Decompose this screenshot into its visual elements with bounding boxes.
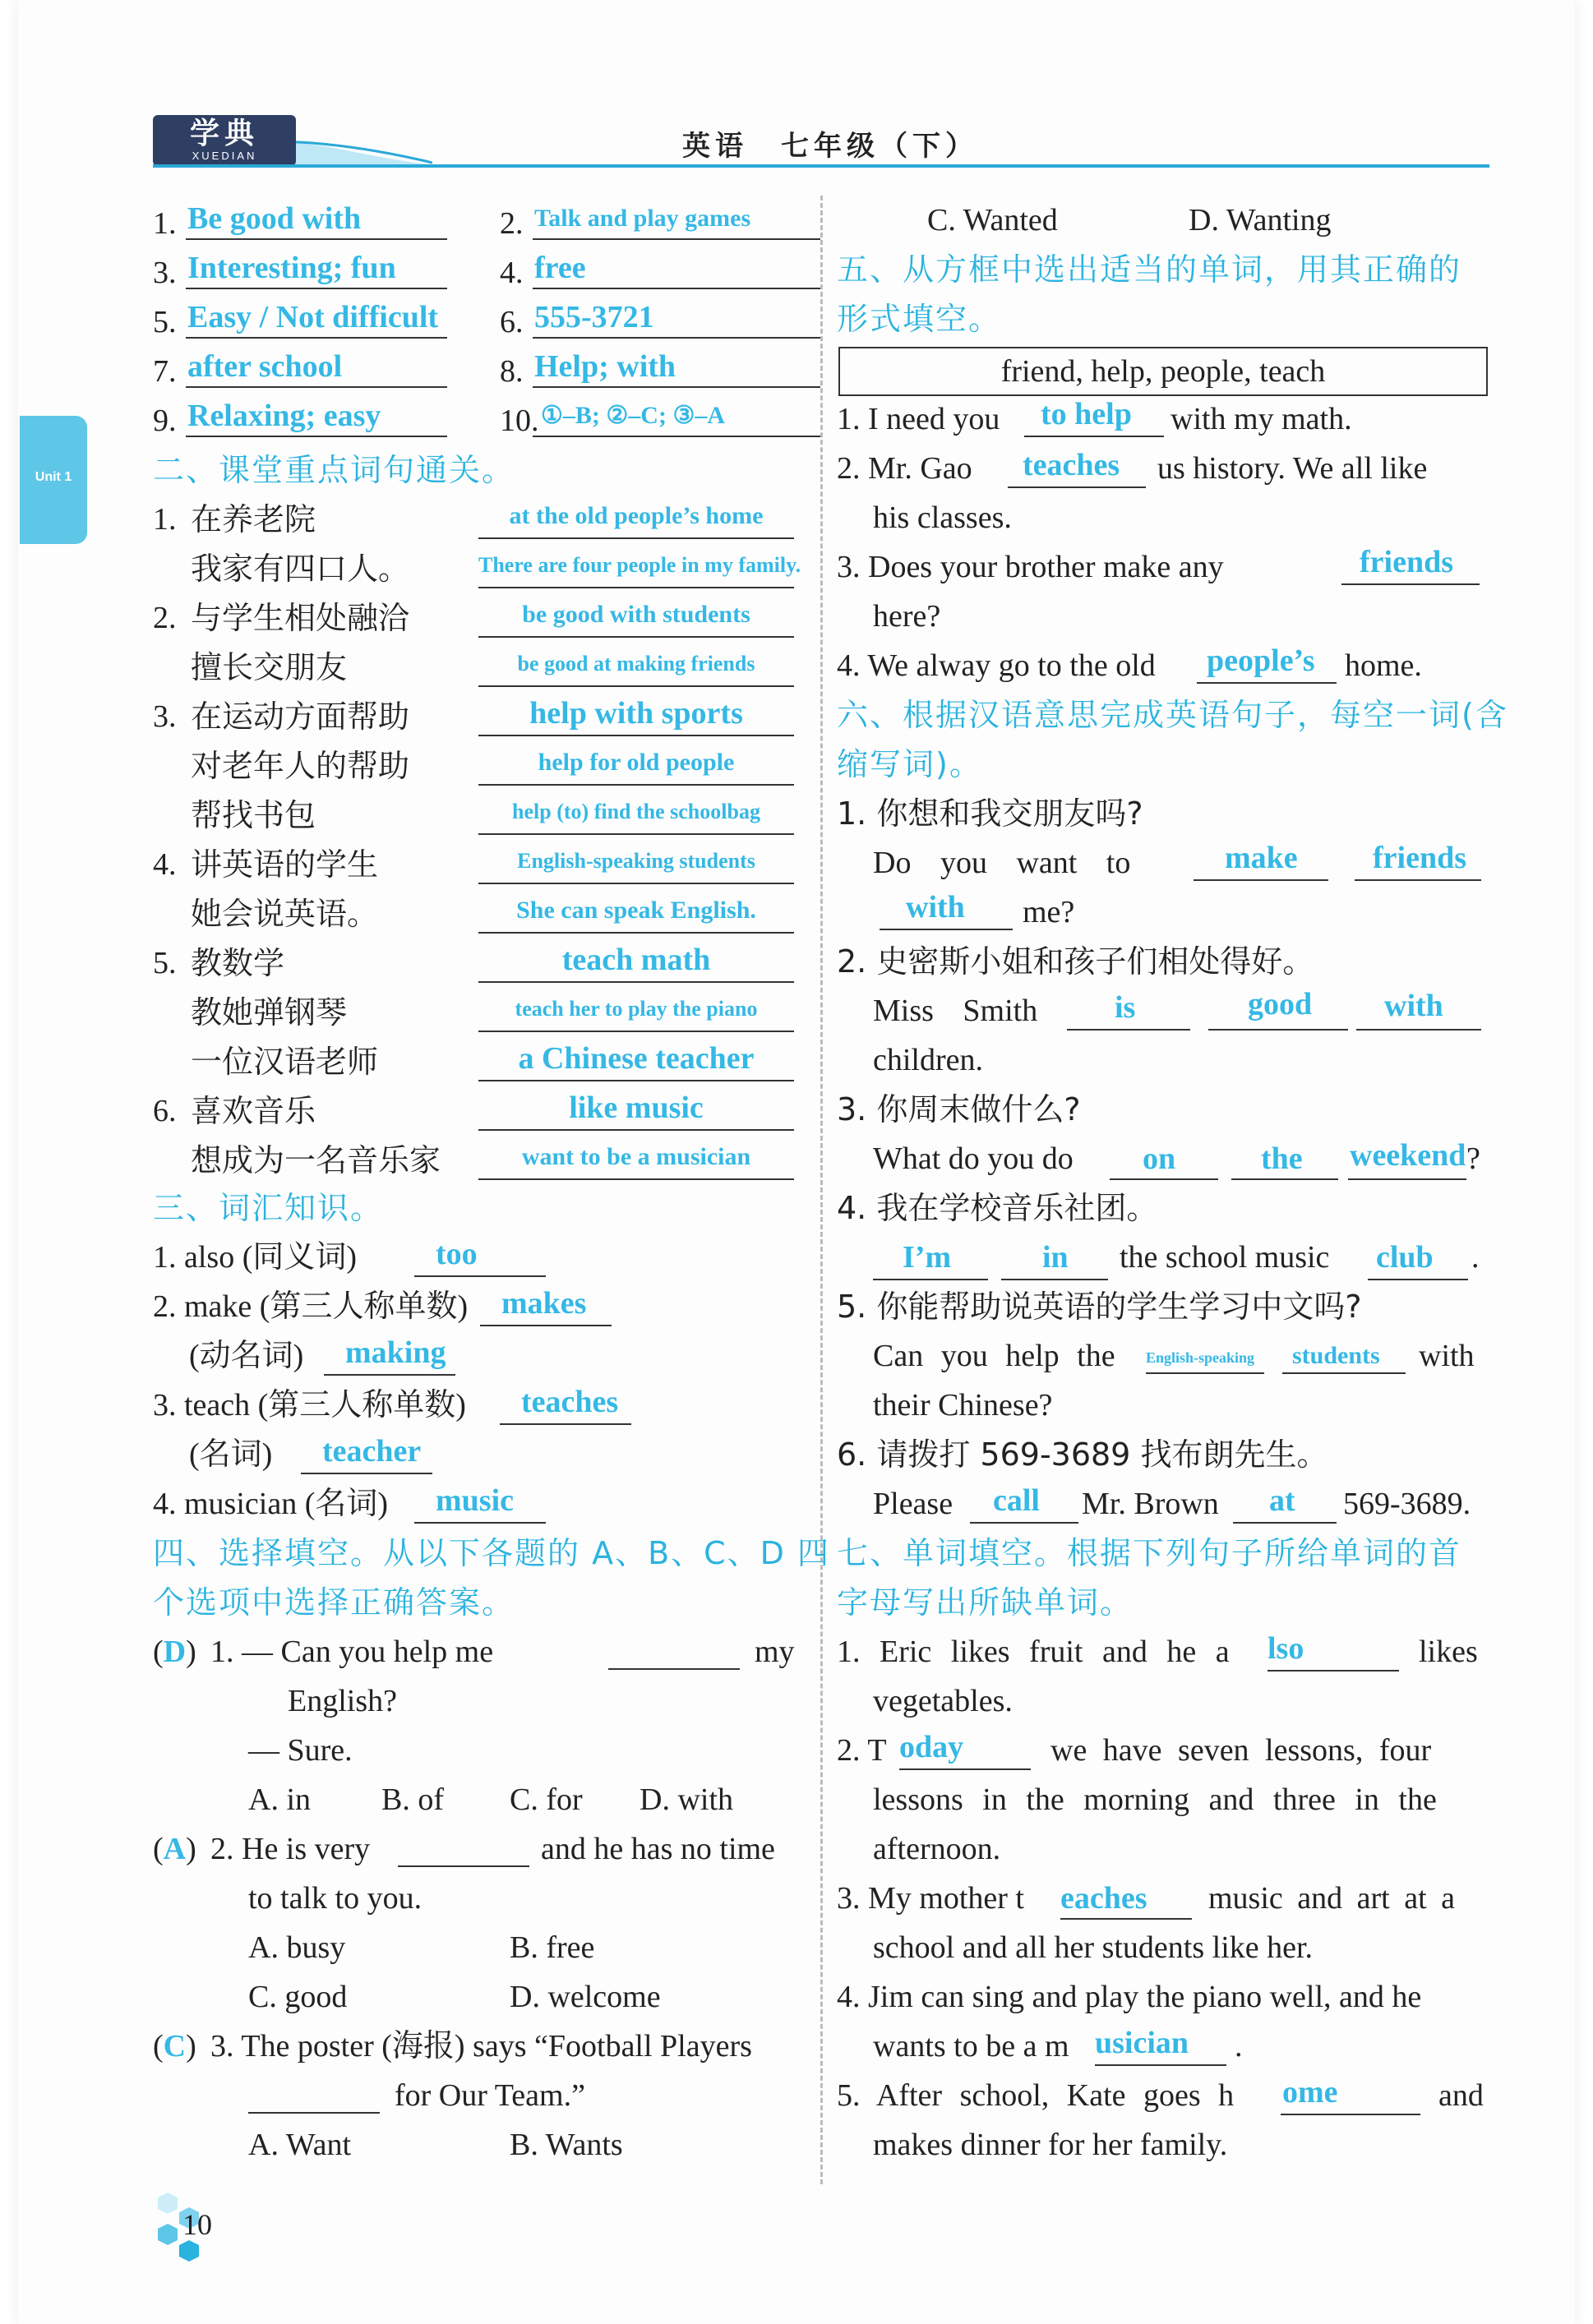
s6-q3-blank3 [1348, 1178, 1466, 1180]
s6-q5-text-cont: their Chinese? [873, 1388, 1053, 1423]
s6-q5-answer2: students [1292, 1342, 1380, 1369]
s6-q1-blank1 [1194, 879, 1328, 881]
s5-q2-text-end: us history. We all like [1157, 451, 1428, 486]
mc-q1-option-c: C. for [510, 1782, 583, 1817]
part1-number: 4. [500, 256, 524, 290]
sec2-blank [478, 1129, 794, 1131]
s7-q1-text-cont: vegetables. [873, 1684, 1013, 1718]
s6-q3-answer1: on [1143, 1141, 1176, 1176]
sec3-blank [324, 1374, 455, 1376]
section7-title-line1: 七、单词填空。根据下列句子所给单词的首 [837, 1535, 1462, 1571]
section4-title-line1: 四、选择填空。从以下各题的 A、B、C、D 四 [153, 1535, 831, 1571]
s5-q3-text-cont: here? [873, 599, 941, 634]
page-title: 英语 七年级（下） [682, 130, 978, 163]
s6-q6-text-end: 569-3689. [1343, 1487, 1471, 1521]
s6-q3-blank1 [1110, 1178, 1218, 1180]
sec3-prompt: (动名词) [189, 1339, 304, 1373]
part1-blank [533, 238, 820, 240]
part1-number: 2. [500, 206, 524, 241]
s6-q6-blank2 [1233, 1522, 1337, 1524]
mc-q1-text2: English? [288, 1684, 397, 1718]
s7-q4-text-end: . [1235, 2029, 1243, 2063]
s6-q5-text-end: with [1419, 1339, 1475, 1373]
s6-q1-answer2: friends [1373, 841, 1466, 875]
s7-q4-text-cont: wants to be a m [873, 2029, 1069, 2063]
sec2-answer: a Chinese teacher [518, 1041, 755, 1076]
sec2-answer: She can speak English. [516, 897, 756, 924]
s6-q2-text: Miss Smith [873, 994, 1038, 1028]
sec3-blank [500, 1423, 631, 1425]
part1-number: 1. [153, 206, 177, 241]
s7-q3-text-end: music and art at a [1208, 1881, 1456, 1916]
s6-q1-text-end: me? [1023, 895, 1075, 929]
sec2-prompt: 在养老院 [191, 501, 316, 537]
s6-q2-blank2 [1208, 1029, 1348, 1031]
section7-title-line2: 字母写出所缺单词。 [837, 1584, 1134, 1621]
part1-number: 3. [153, 256, 177, 290]
mc-q1-response: — Sure. [248, 1733, 353, 1768]
sec3-answer: makes [501, 1286, 587, 1321]
sec2-prompt: 讲英语的学生 [191, 846, 379, 883]
s6-q4-answer1: I’m [903, 1240, 952, 1275]
sec2-prompt: 教她弹钢琴 [191, 994, 348, 1031]
mc-q1-blank [608, 1668, 740, 1670]
s6-q1-answer1: make [1225, 841, 1298, 875]
sec3-answer: music [436, 1483, 514, 1518]
s5-q4-answer: people’s [1207, 643, 1315, 678]
s7-q5-text-end: and [1438, 2078, 1484, 2113]
s6-q3-cn: 3. 你周末做什么? [837, 1091, 1081, 1127]
s6-q4-blank2 [1001, 1279, 1108, 1280]
s5-q4-text: 4. We alway go to the old [837, 648, 1156, 683]
sec2-prompt: 在运动方面帮助 [191, 699, 410, 735]
part1-answer: Help; with [534, 349, 676, 384]
s5-q4-text-end: home. [1345, 648, 1422, 683]
s6-q5-answer1: English-speaking [1146, 1349, 1255, 1366]
s6-q1-text: Do you want to [873, 846, 1131, 880]
sec3-blank [414, 1522, 546, 1524]
mc-q2-blank [398, 1865, 529, 1867]
mc-q3-bracket: (C) [153, 2029, 196, 2063]
publisher-logo [153, 115, 296, 166]
s6-q6-blank1 [970, 1522, 1078, 1524]
s6-q1-blank2 [1355, 879, 1481, 881]
sec3-blank [414, 1275, 546, 1277]
column-divider [820, 196, 823, 2184]
s5-q2-text-cont: his classes. [873, 500, 1012, 535]
sec3-blank [480, 1325, 612, 1326]
sec2-prompt: 与学生相处融洽 [191, 600, 410, 636]
sec2-answer: teach her to play the piano [515, 997, 758, 1021]
sec3-answer: making [345, 1335, 446, 1370]
page-number: 10 [182, 2208, 212, 2241]
section6-title-line2: 缩写词)。 [837, 746, 982, 782]
s5-q4-blank [1197, 682, 1337, 684]
s7-q2-answer: oday [899, 1730, 964, 1764]
part1-blank [186, 288, 447, 289]
mc-q2-bracket: (A) [153, 1832, 196, 1866]
sec2-prompt: 我家有四口人。 [191, 551, 410, 587]
sec2-answer: be good at making friends [517, 652, 755, 676]
sec2-number: 6. [153, 1094, 177, 1128]
s7-q5-text: 5. After school, Kate goes h [837, 2078, 1235, 2113]
s6-q6-text-mid: Mr. Brown [1082, 1487, 1219, 1521]
sec2-number: 1. [153, 502, 177, 537]
logo-cn: 学典 [189, 117, 259, 150]
sec3-blank [301, 1473, 432, 1474]
sec2-prompt: 擅长交朋友 [191, 649, 348, 685]
part1-number: 9. [153, 403, 177, 438]
s6-q4-text-end: . [1471, 1240, 1480, 1275]
sec2-blank [478, 537, 794, 539]
part1-number: 5. [153, 305, 177, 339]
s6-q4-text: the school music [1120, 1240, 1330, 1275]
sec3-answer: teaches [521, 1385, 619, 1419]
sec2-answer: be good with students [522, 601, 750, 628]
s7-q2-text-cont2: afternoon. [873, 1832, 1001, 1866]
s6-q5-blank1 [1146, 1372, 1264, 1374]
sec2-blank [478, 636, 794, 638]
section5-title-line2: 形式填空。 [837, 301, 1002, 337]
s5-q3-answer: friends [1360, 545, 1453, 579]
s7-q3-text: 3. My mother t [837, 1881, 1024, 1916]
s5-q2-text: 2. Mr. Gao [837, 451, 972, 486]
s6-q1-blank3 [880, 929, 1013, 930]
s6-q2-blank1 [1067, 1029, 1190, 1031]
part1-answer: Easy / Not difficult [187, 300, 439, 334]
s7-q3-blank [1060, 1918, 1192, 1920]
mc-q1-option-a: A. in [248, 1782, 311, 1817]
s5-q1-text: 1. I need you [837, 402, 1000, 436]
section3-title: 三、词汇知识。 [153, 1190, 384, 1226]
mc-q3-option-a: A. Want [248, 2128, 352, 2162]
sec2-answer: at the old people’s home [509, 502, 764, 529]
part1-number: 10. [500, 403, 539, 438]
part1-answer: Talk and play games [534, 205, 751, 232]
part1-answer: Interesting; fun [187, 251, 396, 285]
s6-q6-cn: 6. 请拨打 569-3689 找布朗先生。 [837, 1436, 1328, 1473]
sec2-number: 2. [153, 601, 177, 635]
sec3-prompt: 2. make (第三人称单数) [153, 1289, 469, 1324]
sec2-answer: There are four people in my family. [478, 553, 801, 577]
s6-q3-answer3: weekend [1350, 1138, 1466, 1173]
sec2-number: 4. [153, 847, 177, 882]
mc-q2-option-a: A. busy [248, 1930, 346, 1965]
s6-q6-text: Please [873, 1487, 953, 1521]
mc-q3-text: 3. The poster (海报) says “Football Players [210, 2029, 752, 2063]
s6-q5-cn: 5. 你能帮助说英语的学生学习中文吗? [837, 1289, 1362, 1325]
s7-q2-text-cont: lessons in the morning and three in the [873, 1782, 1437, 1817]
word-box: friend, help, people, teach [838, 347, 1488, 396]
mc-q2-option-b: B. free [510, 1930, 595, 1965]
s7-q1-text-end: likes [1419, 1635, 1478, 1669]
sec2-prompt: 教数学 [191, 945, 285, 981]
s6-q3-text: What do you do [873, 1141, 1074, 1176]
s6-q2-text-cont: children. [873, 1043, 984, 1077]
part1-blank [186, 238, 447, 240]
logo-en: XUEDIAN [192, 150, 257, 162]
s7-q2-text-end: we have seven lessons, four [1050, 1733, 1432, 1768]
section2-title: 二、课堂重点词句通关。 [153, 452, 515, 488]
s6-q2-blank3 [1356, 1029, 1481, 1031]
s6-q1-cn: 1. 你想和我交朋友吗? [837, 795, 1143, 832]
mc-q1-answer: D [163, 1635, 187, 1669]
sec2-number: 3. [153, 699, 177, 734]
sec2-answer: help (to) find the schoolbag [512, 800, 760, 823]
mc-q1-option-b: B. of [381, 1782, 444, 1817]
sec2-prompt: 喜欢音乐 [191, 1093, 316, 1129]
s7-q4-blank [1095, 2064, 1226, 2066]
s7-q4-text: 4. Jim can sing and play the piano well, and he [837, 1980, 1422, 2014]
s6-q3-text-end: ? [1466, 1141, 1480, 1176]
s6-q2-answer3: with [1384, 989, 1443, 1023]
s6-q2-cn: 2. 史密斯小姐和孩子们相处得好。 [837, 943, 1314, 980]
mc-q3-blank [248, 2112, 380, 2114]
part1-number: 7. [153, 354, 177, 389]
sec2-answer: help with sports [529, 696, 743, 731]
mc-q1-text-end: my [755, 1635, 795, 1669]
part1-answer: free [534, 251, 586, 285]
s6-q4-cn: 4. 我在学校音乐社团。 [837, 1190, 1158, 1226]
sec2-answer: English-speaking students [517, 849, 755, 873]
sec3-prompt: 3. teach (第三人称单数) [153, 1388, 466, 1423]
mc-q3-answer: C [163, 2029, 187, 2063]
part1-blank [533, 386, 820, 388]
s7-q5-blank [1281, 2114, 1420, 2115]
sec3-answer: too [436, 1237, 478, 1271]
mc-q2-text-end: and he has no time [541, 1832, 775, 1866]
sec2-blank [478, 735, 794, 736]
s6-q4-answer3: club [1376, 1240, 1434, 1275]
section5-title-line1: 五、从方框中选出适当的单词，用其正确的 [837, 251, 1462, 288]
s6-q6-answer1: call [993, 1483, 1040, 1518]
part1-blank [186, 436, 447, 437]
sec2-prompt: 对老年人的帮助 [191, 748, 410, 784]
part1-number: 8. [500, 354, 524, 389]
part1-answer: 555-3721 [534, 300, 654, 334]
s5-q3-text: 3. Does your brother make any [837, 550, 1224, 584]
s7-q2-text: 2. T [837, 1733, 887, 1768]
part1-blank [186, 337, 447, 339]
s5-q1-text-end: with my math. [1171, 402, 1352, 436]
mc-q3-text2: for Our Team.” [395, 2078, 585, 2113]
sec2-blank [478, 784, 794, 786]
sec2-blank [478, 685, 794, 687]
mc-q1-option-d: D. with [640, 1782, 733, 1817]
s6-q3-blank2 [1231, 1178, 1338, 1180]
part1-blank [533, 436, 820, 437]
sec2-answer: want to be a musician [521, 1143, 751, 1170]
mc-q2-text2: to talk to you. [248, 1881, 422, 1916]
part1-answer: Be good with [187, 201, 362, 236]
mc-q1-bracket: (D) [153, 1635, 196, 1669]
sec2-blank [478, 1178, 794, 1180]
s5-q2-answer: teaches [1023, 448, 1120, 482]
mc-q2-option-c: C. good [248, 1980, 348, 2014]
s5-q1-answer: to help [1041, 397, 1132, 431]
s6-q4-blank1 [873, 1279, 988, 1280]
mc-q3-option-d: D. Wanting [1189, 203, 1332, 237]
sec2-blank [478, 1031, 794, 1032]
s6-q1-answer3: with [906, 890, 965, 925]
s6-q6-answer2: at [1269, 1483, 1295, 1518]
sec2-answer: teach math [561, 943, 711, 977]
s7-q3-text-cont: school and all her students like her. [873, 1930, 1314, 1965]
part1-answer: Relaxing; easy [187, 399, 381, 433]
sec2-blank [478, 981, 794, 983]
part1-blank [533, 288, 820, 289]
s7-q2-blank [899, 1768, 1031, 1770]
s5-q3-blank [1341, 583, 1480, 585]
mc-q2-option-d: D. welcome [510, 1980, 661, 2014]
sec2-number: 5. [153, 946, 177, 980]
s7-q1-answer: lso [1267, 1631, 1304, 1666]
sec3-prompt: 4. musician (名词) [153, 1487, 389, 1521]
s7-q5-text-cont: makes dinner for her family. [873, 2128, 1228, 2162]
s5-q1-blank [1024, 436, 1164, 437]
unit-tab [20, 416, 87, 544]
sec3-answer: teacher [322, 1434, 422, 1469]
sec2-prompt: 一位汉语老师 [191, 1044, 379, 1080]
sec2-blank [478, 1080, 794, 1081]
sec3-prompt: (名词) [189, 1437, 273, 1472]
mc-q2-text: 2. He is very [210, 1832, 371, 1866]
sec2-prompt: 她会说英语。 [191, 896, 379, 932]
mc-q2-answer: A [163, 1832, 187, 1866]
s7-q3-answer: eaches [1060, 1881, 1147, 1916]
mc-q3-option-c: C. Wanted [927, 203, 1058, 237]
unit-tab-label: Unit 1 [35, 470, 72, 484]
mc-q1-text: 1. — Can you help me [210, 1635, 494, 1669]
part1-answer: after school [187, 349, 343, 384]
part1-number: 6. [500, 305, 524, 339]
section6-title-line1: 六、根据汉语意思完成英语句子，每空一词(含 [837, 697, 1508, 733]
s7-q4-answer: usician [1095, 2026, 1189, 2060]
sec2-blank [478, 883, 794, 884]
sec2-answer: like music [569, 1091, 704, 1125]
s6-q5-blank2 [1282, 1372, 1406, 1374]
s7-q5-answer: ome [1282, 2075, 1338, 2110]
s6-q2-answer2: good [1248, 987, 1313, 1021]
s6-q2-answer1: is [1115, 990, 1136, 1025]
sec2-blank [478, 587, 794, 588]
s7-q1-blank [1267, 1670, 1399, 1672]
mc-q3-option-b: B. Wants [510, 2128, 623, 2162]
section4-title-line2: 个选项中选择正确答案。 [153, 1584, 515, 1621]
part1-blank [533, 337, 820, 339]
s6-q3-answer2: the [1261, 1141, 1303, 1176]
s7-q1-text: 1. Eric likes fruit and he a [837, 1635, 1230, 1669]
part1-blank [186, 386, 447, 388]
s6-q4-blank3 [1368, 1279, 1468, 1280]
part1-answer: ①–B; ②–C; ③–A [541, 402, 726, 429]
sec2-answer: help for old people [538, 749, 735, 776]
s6-q5-text: Can you help the [873, 1339, 1115, 1373]
sec2-prompt: 想成为一名音乐家 [191, 1142, 441, 1178]
header-rule [153, 164, 1489, 168]
s5-q2-blank [1008, 486, 1146, 488]
sec2-prompt: 帮找书包 [191, 797, 316, 833]
sec2-blank [478, 833, 794, 835]
s6-q4-answer2: in [1042, 1240, 1069, 1275]
sec3-prompt: 1. also (同义词) [153, 1240, 358, 1275]
sec2-blank [478, 932, 794, 934]
